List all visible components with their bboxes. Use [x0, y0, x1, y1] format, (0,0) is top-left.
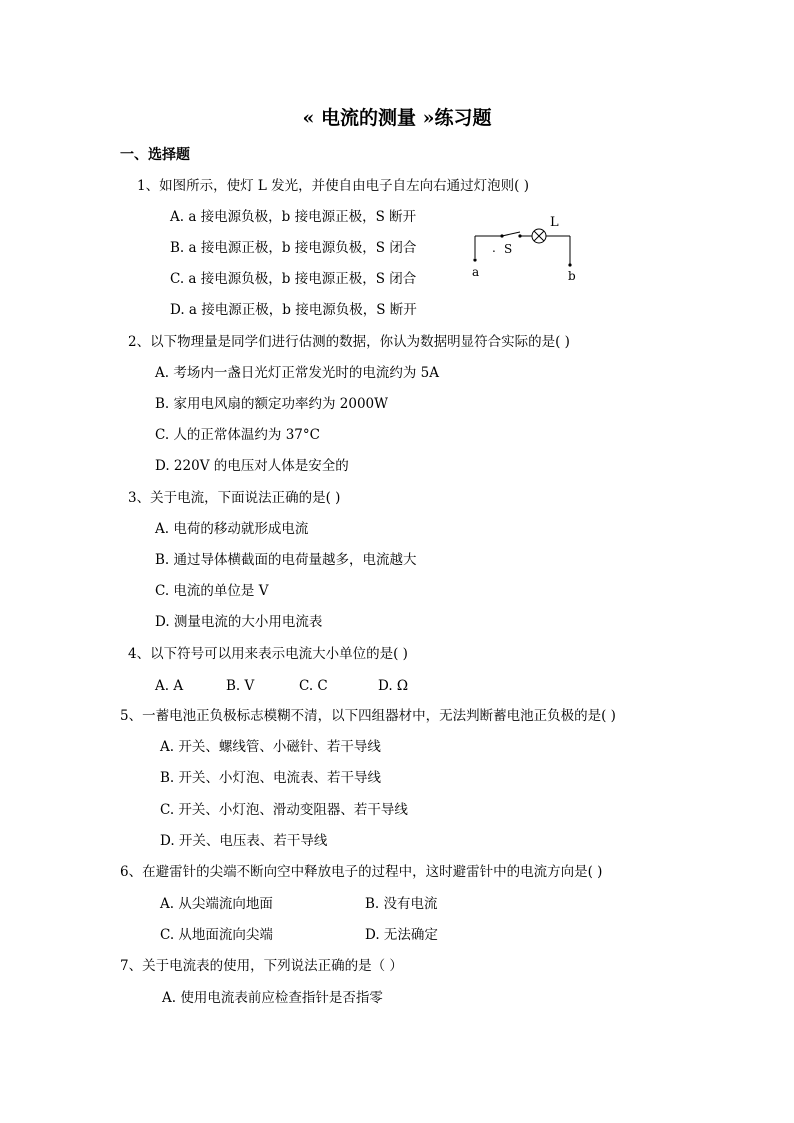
question-3-option-a: A. 电荷的移动就形成电流 [155, 521, 309, 537]
question-2-option-a: A. 考场内一盏日光灯正常发光时的电流约为 5A [155, 365, 439, 381]
label-S: S [504, 242, 513, 256]
question-6-option-b: B. 没有电流 [365, 896, 438, 912]
question-4-option-b: B. V [226, 678, 255, 694]
label-a: a [472, 265, 480, 279]
question-5-option-a: A. 开关、螺线管、小磁针、若干导线 [160, 739, 381, 755]
label-b: b [568, 269, 576, 283]
question-4-option-d: D. Ω [378, 678, 409, 694]
question-6-option-c: C. 从地面流向尖端 [160, 927, 273, 943]
terminal-a [473, 258, 476, 261]
question-7-stem: 7、关于电流表的使用，下列说法正确的是（ ） [120, 958, 403, 974]
label-L: L [550, 215, 559, 230]
question-2-option-d: D. 220V 的电压对人体是安全的 [155, 458, 349, 474]
question-4-option-a: A. A [155, 678, 184, 694]
question-3-option-b: B. 通过导体横截面的电荷量越多，电流越大 [155, 552, 417, 568]
question-5-stem: 5、一蓄电池正负极标志模糊不清，以下四组器材中，无法判断蓄电池正负极的是( ) [120, 708, 616, 724]
question-2-option-b: B. 家用电风扇的额定功率约为 2000W [155, 396, 389, 412]
question-6-stem: 6、在避雷针的尖端不断向空中释放电子的过程中，这时避雷针中的电流方向是( ) [120, 864, 603, 880]
question-3-stem: 3、关于电流，下面说法正确的是( ) [128, 490, 341, 506]
terminal-b [568, 263, 571, 266]
question-1-option-a: A. a 接电源负极，b 接电源正极，S 断开 [170, 209, 417, 225]
question-2-option-c: C. 人的正常体温约为 37°C [155, 427, 320, 443]
section-heading: 一、选择题 [120, 147, 190, 163]
question-1-option-b: B. a 接电源正极，b 接电源负极，S 闭合 [170, 240, 417, 256]
question-1-option-d: D. a 接电源正极，b 接电源负极，S 断开 [170, 302, 417, 318]
question-7-option-a: A. 使用电流表前应检查指针是否指零 [162, 990, 383, 1006]
question-4-option-c: C. C [299, 678, 328, 694]
question-1-stem: 1、如图所示，使灯 L 发光，并使自由电子自左向右通过灯泡则( ) [137, 178, 529, 194]
circuit-diagram [462, 208, 592, 288]
question-4-stem: 4、以下符号可以用来表示电流大小单位的是( ) [128, 646, 408, 662]
question-3-option-c: C. 电流的单位是 V [155, 583, 269, 599]
question-5-option-c: C. 开关、小灯泡、滑动变阻器、若干导线 [160, 802, 408, 818]
question-2-stem: 2、以下物理量是同学们进行估测的数据，你认为数据明显符合实际的是( ) [128, 334, 570, 350]
question-5-option-b: B. 开关、小灯泡、电流表、若干导线 [160, 770, 382, 786]
question-3-option-d: D. 测量电流的大小用电流表 [155, 614, 323, 630]
switch-blade [502, 232, 520, 236]
question-6-option-a: A. 从尖端流向地面 [160, 896, 273, 912]
question-1-option-c: C. a 接电源负极，b 接电源正极，S 闭合 [170, 271, 417, 287]
question-5-option-d: D. 开关、电压表、若干导线 [160, 833, 328, 849]
label-dot: . [492, 241, 496, 255]
page-title: « 电流的测量 »练习题 [302, 107, 492, 129]
question-6-option-d: D. 无法确定 [365, 927, 438, 943]
